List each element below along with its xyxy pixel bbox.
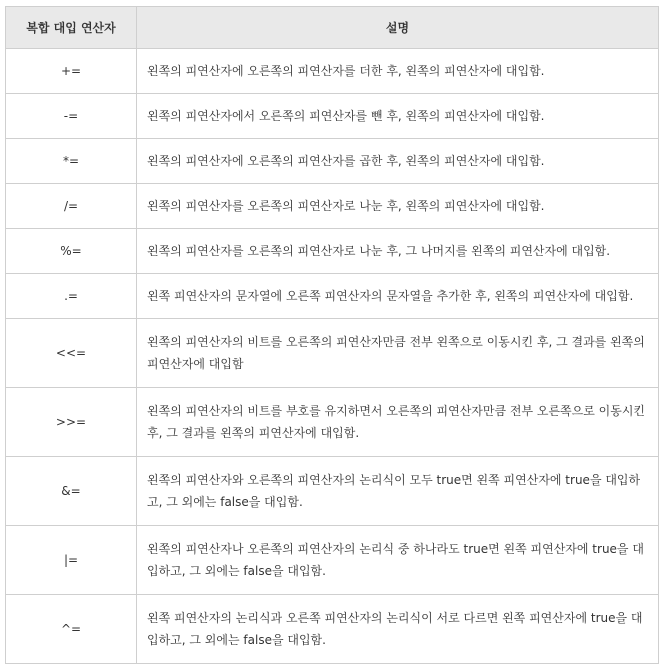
description-cell: 왼쪽의 피연산자와 오른쪽의 피연산자의 논리식이 모두 true면 왼쪽 피연산자에 true을 대입하고, 그 외에는 false을 대입함. <box>137 457 659 526</box>
table-row <box>6 319 659 388</box>
table-header-row <box>6 7 659 49</box>
table-row <box>6 49 659 94</box>
operator-cell: >>= <box>6 388 137 457</box>
operator-cell: -= <box>6 94 137 139</box>
description-cell: 왼쪽의 피연산자를 오른쪽의 피연산자로 나눈 후, 그 나머지를 왼쪽의 피연산자에 대입함. <box>137 229 659 274</box>
operator-cell: %= <box>6 229 137 274</box>
table-row <box>6 388 659 457</box>
table-row <box>6 139 659 184</box>
table-row <box>6 274 659 319</box>
header-description: 설명 <box>137 7 659 49</box>
compound-assignment-table <box>5 6 659 664</box>
table-row <box>6 229 659 274</box>
description-cell: 왼쪽 피연산자의 문자열에 오른쪽 피연산자의 문자열을 추가한 후, 왼쪽의 피연산자에 대입함. <box>137 274 659 319</box>
operator-cell: += <box>6 49 137 94</box>
operator-cell: /= <box>6 184 137 229</box>
operator-cell: |= <box>6 526 137 595</box>
table-row <box>6 184 659 229</box>
table-row <box>6 457 659 526</box>
operator-cell: .= <box>6 274 137 319</box>
description-cell: 왼쪽의 피연산자의 비트를 오른쪽의 피연산자만큼 전부 왼쪽으로 이동시킨 후, 그 결과를 왼쪽의 피연산자에 대입함 <box>137 319 659 388</box>
description-cell: 왼쪽 피연산자의 논리식과 오른쪽 피연산자의 논리식이 서로 다르면 왼쪽 피연산자에 true을 대입하고, 그 외에는 false을 대입함. <box>137 595 659 664</box>
operator-cell: <<= <box>6 319 137 388</box>
header-operator: 복합 대입 연산자 <box>6 7 137 49</box>
description-cell: 왼쪽의 피연산자에 오른쪽의 피연산자를 더한 후, 왼쪽의 피연산자에 대입함. <box>137 49 659 94</box>
description-cell: 왼쪽의 피연산자나 오른쪽의 피연산자의 논리식 중 하나라도 true면 왼쪽 피연산자에 true을 대입하고, 그 외에는 false을 대입함. <box>137 526 659 595</box>
description-cell: 왼쪽의 피연산자에 오른쪽의 피연산자를 곱한 후, 왼쪽의 피연산자에 대입함. <box>137 139 659 184</box>
description-cell: 왼쪽의 피연산자에서 오른쪽의 피연산자를 뺀 후, 왼쪽의 피연산자에 대입함. <box>137 94 659 139</box>
table-row <box>6 595 659 664</box>
operator-cell: ^= <box>6 595 137 664</box>
description-cell: 왼쪽의 피연산자의 비트를 부호를 유지하면서 오른쪽의 피연산자만큼 전부 오른쪽으로 이동시킨 후, 그 결과를 왼쪽의 피연산자에 대입함. <box>137 388 659 457</box>
table-row <box>6 94 659 139</box>
operator-cell: *= <box>6 139 137 184</box>
description-cell: 왼쪽의 피연산자를 오른쪽의 피연산자로 나눈 후, 왼쪽의 피연산자에 대입함. <box>137 184 659 229</box>
table-row <box>6 526 659 595</box>
operator-cell: &= <box>6 457 137 526</box>
